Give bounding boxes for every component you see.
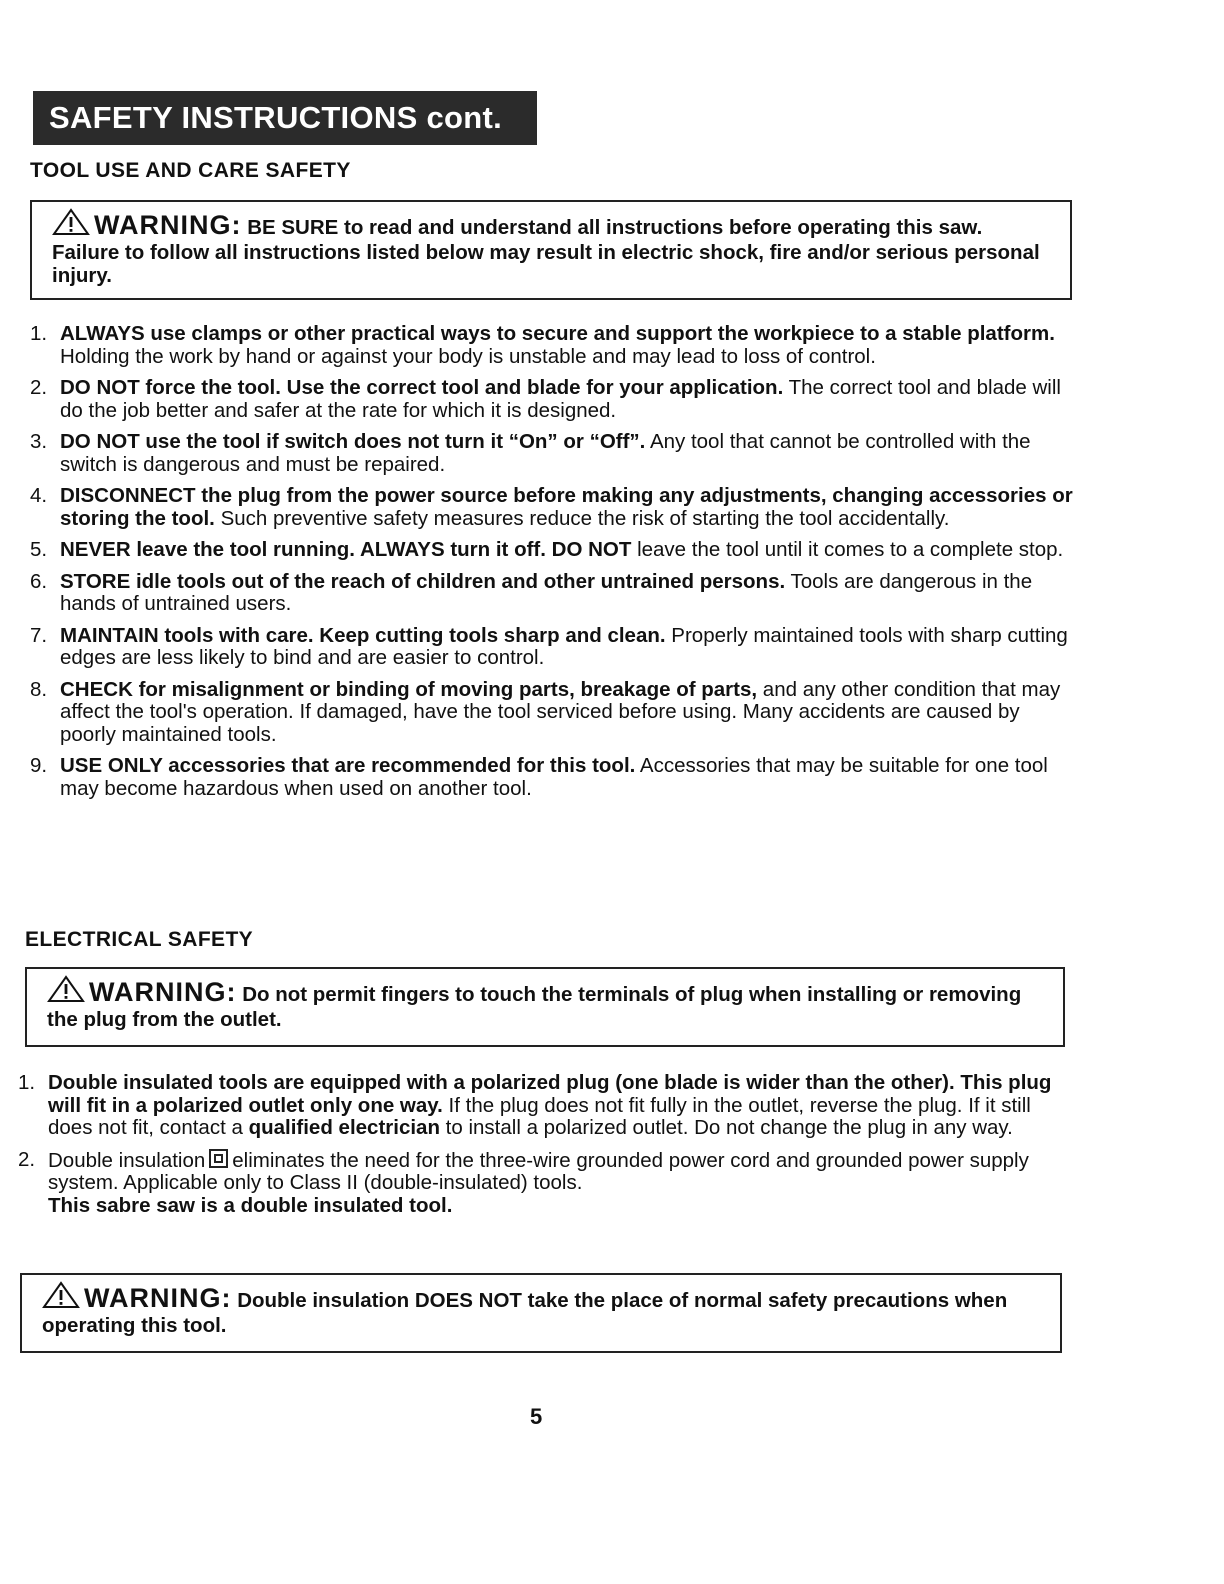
warning-triangle-icon bbox=[42, 1281, 80, 1314]
item-number: 1. bbox=[30, 322, 48, 345]
section-heading-electrical: ELECTRICAL SAFETY bbox=[25, 928, 254, 951]
item-bold-text: USE ONLY accessories that are recommended for this tool. bbox=[60, 754, 636, 777]
list-item bbox=[30, 323, 1080, 368]
item-bold-text: STORE idle tools out of the reach of children and other untrained persons. bbox=[60, 569, 786, 593]
warning-box-tool-use bbox=[30, 200, 1072, 300]
list-item bbox=[30, 539, 1080, 562]
item-text: If the plug does not fit fully in the outlet, reverse the plug. If it still does not fit, contact a bbox=[48, 1093, 1031, 1139]
item-text: The correct tool and blade will do the job better and safer at the rate for which it is designed. bbox=[60, 376, 1061, 422]
item-bold-text: ALWAYS use clamps or other practical ways to secure and support the workpiece to a stable platform. bbox=[60, 322, 1055, 345]
item-text: Properly maintained tools with sharp cutting edges are less likely to bind and are easier to control. bbox=[60, 623, 1068, 669]
item-text: Tools are dangerous in the hands of untrained users. bbox=[60, 569, 1033, 615]
tool-use-list bbox=[30, 323, 1080, 809]
item-text: to install a polarized outlet. Do not change the plug in any way. bbox=[439, 1116, 1013, 1139]
item-text: and any other condition that may affect the tool's operation. If damaged, have the tool serviced before using. Many accidents are caused by poorly maintained tools. bbox=[60, 677, 1061, 746]
item-number: 9. bbox=[30, 754, 48, 777]
page-number: 5 bbox=[530, 1404, 543, 1429]
item-bold-text: MAINTAIN tools with care. Keep cutting tools sharp and clean. bbox=[60, 623, 666, 647]
warning-text: BE SURE to read and understand all instructions before operating this saw. Failure to follow all instructions listed below may result in electric shock, fire and/or serious personal injury. bbox=[52, 216, 1040, 287]
warning-triangle-icon bbox=[52, 208, 90, 241]
warning-label: WARNING: bbox=[94, 210, 242, 240]
warning-box-double-insulation bbox=[20, 1273, 1062, 1353]
item-bold-text: qualified electrician bbox=[248, 1116, 440, 1139]
item-bold-text: DO NOT use the tool if switch does not turn it “On” or “Off”. bbox=[60, 430, 646, 453]
item-text: eliminates the need for the three-wire grounded power cord and grounded power supply system. Applicable only to Class II (double-insulated) tools. bbox=[48, 1148, 1029, 1194]
warning-text: Double insulation DOES NOT take the place of normal safety precautions when operating this tool. bbox=[42, 1289, 1008, 1337]
item-number: 4. bbox=[30, 484, 48, 507]
list-item bbox=[30, 679, 1080, 747]
item-number: 3. bbox=[30, 430, 48, 453]
item-bold-text: This sabre saw is a double insulated tool. bbox=[48, 1193, 453, 1217]
page-header: SAFETY INSTRUCTIONS cont. bbox=[33, 91, 537, 145]
list-item bbox=[18, 1149, 1068, 1218]
section-heading-tool-use: TOOL USE AND CARE SAFETY bbox=[30, 159, 351, 182]
item-number: 2. bbox=[18, 1147, 36, 1171]
item-text: leave the tool until it comes to a complete stop. bbox=[631, 538, 1064, 561]
item-number: 6. bbox=[30, 569, 48, 593]
list-item bbox=[18, 1072, 1068, 1140]
list-item bbox=[30, 431, 1080, 476]
double-insulation-icon bbox=[209, 1149, 228, 1168]
list-item bbox=[30, 755, 1080, 800]
warning-box-electrical bbox=[25, 967, 1065, 1047]
list-item bbox=[30, 377, 1080, 422]
item-bold-text: DISCONNECT the plug from the power source before making any adjustments, changing accessories or storing the tool. bbox=[60, 484, 1073, 530]
item-number: 2. bbox=[30, 376, 48, 399]
item-number: 1. bbox=[18, 1071, 36, 1094]
warning-label: WARNING: bbox=[84, 1283, 232, 1313]
item-bold-text: CHECK for misalignment or binding of moving parts, breakage of parts, bbox=[60, 677, 758, 701]
item-number: 8. bbox=[30, 677, 48, 701]
item-text: Accessories that may be suitable for one tool may become hazardous when used on another tool. bbox=[60, 754, 1048, 800]
electrical-list bbox=[18, 1072, 1068, 1217]
item-text: Any tool that cannot be controlled with the switch is dangerous and must be repaired. bbox=[60, 430, 1031, 476]
item-text: Double insulation bbox=[48, 1148, 206, 1172]
item-number: 7. bbox=[30, 623, 48, 647]
item-number: 5. bbox=[30, 538, 48, 561]
list-item bbox=[30, 625, 1080, 670]
item-text: Holding the work by hand or against your body is unstable and may lead to loss of control. bbox=[60, 344, 876, 368]
item-bold-text: DO NOT force the tool. Use the correct tool and blade for your application. bbox=[60, 376, 784, 399]
list-item bbox=[30, 485, 1080, 530]
item-text: Such preventive safety measures reduce the risk of starting the tool accidentally. bbox=[214, 506, 950, 530]
item-bold-text: Double insulated tools are equipped with a polarized plug (one blade is wider than the other). This plug will fit in a polarized outlet only one way. bbox=[48, 1071, 1052, 1117]
item-bold-text: NEVER leave the tool running. ALWAYS turn it off. DO NOT bbox=[60, 538, 632, 561]
list-item bbox=[30, 571, 1080, 616]
warning-label: WARNING: bbox=[89, 977, 237, 1007]
warning-triangle-icon bbox=[47, 975, 85, 1008]
warning-text: Do not permit fingers to touch the terminals of plug when installing or removing the plug from the outlet. bbox=[47, 983, 1022, 1031]
